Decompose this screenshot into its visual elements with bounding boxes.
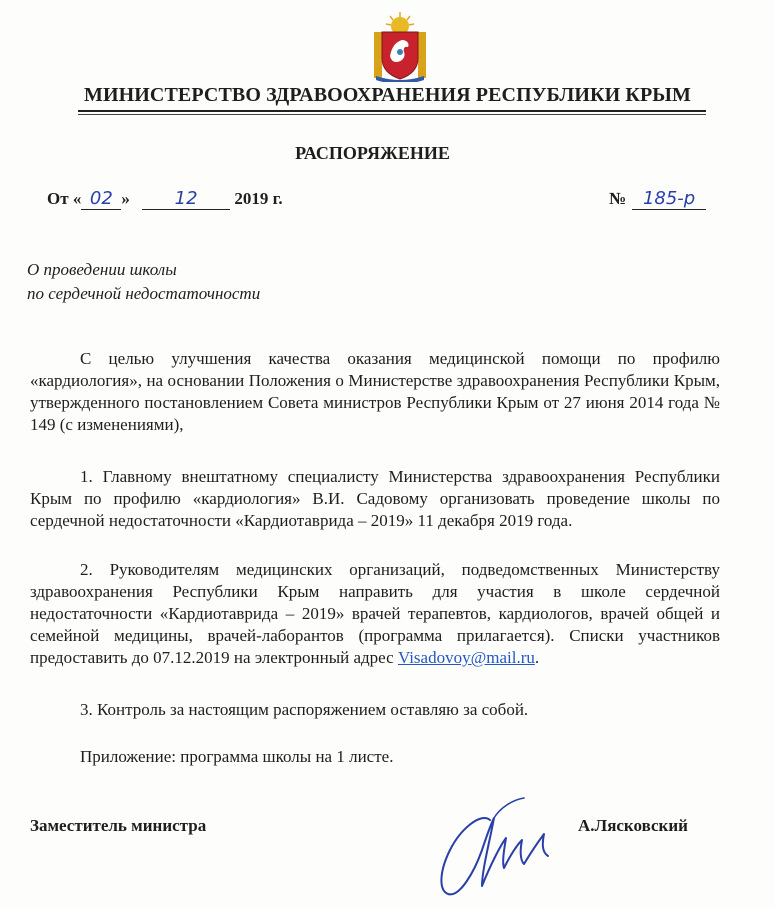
- signer-title: Заместитель министра: [30, 816, 207, 835]
- order-item-2-text: 2. Руководителям медицинских организаций, подведомственных Министерству здравоохранения Республики Крым направить для участия в школе сердечной недостаточности «Кардиотаврида – 2019» врачей терапевтов, кардиологов, врачей общей и семейной медицины, врачей-лаборантов (программа прилагается). Списки участников предоставить до 07.12.2019 на электронный адрес: [30, 560, 720, 667]
- number-line: [609, 188, 706, 210]
- subject: [27, 258, 260, 306]
- ministry-name: МИНИСТЕРСТВО ЗДРАВООХРАНЕНИЯ РЕСПУБЛИКИ КРЫМ: [83, 84, 691, 106]
- date-day: 02: [81, 188, 121, 210]
- date-mid: »: [121, 189, 130, 208]
- header-rule: [78, 110, 706, 112]
- coat-of-arms-icon: [364, 10, 436, 82]
- order-item-1: 1. Главному внештатному специалисту Министерства здравоохранения Республики Крым по профилю «кардиология» В.И. Садовому организовать проведение школы по сердечной недостаточности «Кардиотаврида – 2019» 11 декабря 2019 года.: [30, 467, 720, 530]
- email-link[interactable]: Visadovoy@mail.ru: [397, 648, 535, 667]
- order-item-2-end: .: [534, 648, 540, 667]
- preamble-paragraph: С целью улучшения качества оказания медицинской помощи по профилю «кардиология», на основании Положения о Министерстве здравоохранения Республики Крым, утвержденного постановлением Совета министров Республики Крым от 27 июня 2014 года № 149 (с изменениями),: [30, 349, 720, 434]
- date-month: 12: [142, 188, 230, 210]
- subject-line: по сердечной недостаточности: [27, 284, 261, 303]
- signature-icon: [420, 790, 570, 905]
- number-label: №: [609, 189, 627, 208]
- date-line: [47, 188, 283, 210]
- order-item-2: [30, 559, 720, 669]
- subject-line: О проведении школы: [27, 260, 177, 279]
- signer-name: А.Лясковский: [578, 816, 688, 835]
- date-year: 2019 г.: [234, 189, 283, 208]
- appendix-note: Приложение: программа школы на 1 листе.: [80, 747, 394, 766]
- number-value: 185-р: [632, 188, 706, 210]
- date-prefix: От «: [47, 189, 82, 208]
- order-item-3: 3. Контроль за настоящим распоряжением оставляю за собой.: [80, 700, 529, 719]
- header-rule-thin: [78, 114, 706, 115]
- document-type: РАСПОРЯЖЕНИЕ: [295, 143, 450, 163]
